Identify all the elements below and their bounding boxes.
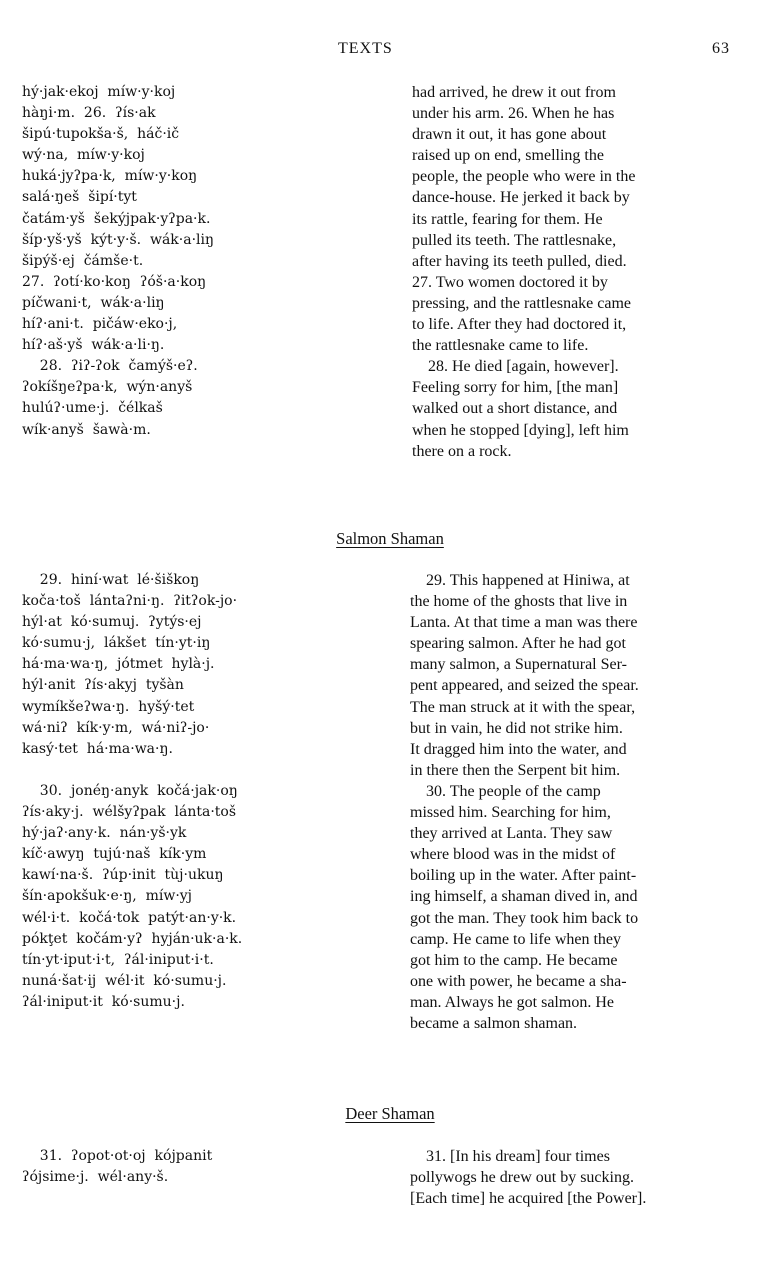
text-line: híʔ·ani·t. pičáw·eko·j, — [22, 316, 178, 333]
text-line: where blood was in the midst of — [410, 846, 616, 864]
text-line: missed him. Searching for him, — [410, 804, 611, 822]
text-line: its rattle, fearing for them. He — [412, 210, 603, 228]
text-line: many salmon, a Supernatural Ser- — [410, 656, 627, 674]
text-line: salá·ŋeš šipí·tyt — [22, 189, 137, 206]
text-line: wý·na, míw·y·koj — [22, 147, 145, 164]
english-translation-column — [410, 1146, 755, 1209]
text-line: 27. ʔotí·ko·koŋ ʔóš·a·koŋ — [22, 273, 207, 290]
text-line: 31. [In his dream] four times — [410, 1148, 610, 1165]
text-line: šín·apokšuk·e·ŋ, míw·yj — [22, 888, 193, 905]
text-line: ʔójsime·j. wél·any·š. — [22, 1169, 169, 1186]
text-line: híʔ·aš·yš wák·a·li·ŋ. — [22, 337, 165, 354]
text-line: ʔokíšŋeʔpa·k, wýn·anyš — [22, 379, 193, 396]
text-line: ʔál·iniput·it kó·sumu·j. — [22, 993, 185, 1010]
text-line: It dragged him into the water, and — [410, 740, 627, 758]
text-line: huká·jyʔpa·k, míw·y·koŋ — [22, 168, 198, 185]
text-line: when he stopped [dying], left him — [412, 421, 629, 439]
text-line: 30. jonéŋ·anyk kočá·jak·oŋ — [22, 782, 238, 799]
text-line — [22, 760, 367, 781]
text-line: wá·niʔ kík·y·m, wá·niʔ-jo· — [22, 719, 210, 736]
text-line: camp. He came to life when they — [410, 930, 622, 948]
text-line: 28. ʔiʔ-ʔok čamýš·eʔ. — [22, 358, 198, 375]
text-line: people, the people who were in the — [412, 168, 636, 186]
text-line: became a salmon shaman. — [410, 1014, 578, 1032]
native-text-column — [22, 1146, 367, 1188]
text-line: tín·yt·iput·i·t, ʔál·iniput·i·t. — [22, 951, 214, 968]
text-line: wík·anyš šawà·m. — [22, 421, 151, 438]
text-line: hulúʔ·ume·j. čélkaš — [22, 400, 163, 417]
text-line: hýl·at kó·sumuj. ʔytýs·ej — [22, 614, 202, 631]
text-line: man. Always he got salmon. He — [410, 993, 614, 1011]
text-line: there on a rock. — [412, 442, 512, 460]
section-heading-salmon-shaman — [0, 529, 780, 549]
page-number: 63 — [712, 40, 730, 57]
text-line: šipú·tupokša·š, háč·ič — [22, 126, 180, 143]
text-line: Lanta. At that time a man was there — [410, 614, 638, 632]
text-line: hàŋi·m. 26. ʔís·ak — [22, 105, 156, 122]
text-line: ing himself, a shaman dived in, and — [410, 888, 638, 906]
text-line: wél·i·t. kočá·tok patýt·an·y·k. — [22, 909, 237, 926]
section-heading-deer-shaman — [0, 1104, 780, 1124]
text-line: hýl·anit ʔís·akyj tyšàn — [22, 677, 184, 694]
english-translation-column — [412, 82, 757, 462]
text-line: 27. Two women doctored it by — [412, 273, 608, 291]
text-line: [Each time] he acquired [the Power]. — [410, 1190, 647, 1208]
running-title: TEXTS — [338, 40, 393, 57]
text-line: Feeling sorry for him, [the man] — [412, 379, 619, 397]
text-line: koča·toš lántaʔni·ŋ. ʔitʔok-jo· — [22, 593, 238, 610]
text-line: but in vain, he did not strike him. — [410, 719, 623, 737]
text-line: the home of the ghosts that live in — [410, 593, 628, 611]
text-line: kíč·awyŋ tujú·naš kík·ym — [22, 846, 207, 863]
text-line: in there then the Serpent bit him. — [410, 761, 621, 779]
text-line: nuná·šat·ij wél·it kó·sumu·j. — [22, 972, 227, 989]
text-line: 29. hiní·wat lé·šiškoŋ — [22, 572, 200, 588]
text-line: spearing salmon. After he had got — [410, 635, 626, 653]
text-line: The man struck at it with the spear, — [410, 698, 636, 716]
text-line: píčwani·t, wák·a·liŋ — [22, 294, 165, 311]
text-line: 29. This happened at Hiniwa, at — [410, 572, 630, 589]
text-line: to life. After they had doctored it, — [412, 316, 627, 334]
text-line: kó·sumu·j, lákšet tín·yt·iŋ — [22, 635, 211, 652]
text-line: 30. The people of the camp — [410, 782, 601, 800]
section-heading-text: Salmon Shaman — [336, 529, 444, 548]
text-line: they arrived at Lanta. They saw — [410, 825, 613, 843]
text-line: drawn it out, it has gone about — [412, 126, 607, 144]
text-line: šipýš·ej čámše·t. — [22, 252, 144, 269]
text-line: walked out a short distance, and — [412, 400, 618, 418]
text-line: šíp·yš·yš kýt·y·š. wák·a·liŋ — [22, 231, 215, 248]
text-line: got the man. They took him back to — [410, 909, 639, 927]
text-line: boiling up in the water. After paint- — [410, 867, 637, 885]
text-line: há·ma·wa·ŋ, jótmet hylà·j. — [22, 656, 215, 673]
text-line: kasý·tet há·ma·wa·ŋ. — [22, 740, 173, 757]
text-line: wymíkšeʔwa·ŋ. hyšý·tet — [22, 698, 195, 715]
section-heading-text: Deer Shaman — [345, 1104, 435, 1123]
text-line: kawí·na·š. ʔúp·init tùj·ukuŋ — [22, 867, 224, 884]
text-line: one with power, he became a sha- — [410, 972, 627, 990]
text-line: got him to the camp. He became — [410, 951, 618, 969]
text-line: hý·jaʔ·any·k. nán·yš·yk — [22, 825, 187, 842]
text-line: 28. He died [again, however]. — [412, 358, 619, 376]
text-line: pókţet kočám·yʔ hyján·uk·a·k. — [22, 930, 243, 947]
text-line: pollywogs he drew out by sucking. — [410, 1169, 634, 1187]
text-line: had arrived, he drew it out from — [412, 84, 616, 101]
native-text-column — [22, 570, 367, 1013]
text-line: 31. ʔopot·ot·oj kójpanit — [22, 1148, 213, 1164]
english-translation-column — [410, 570, 755, 1034]
text-line: pent appeared, and seized the spear. — [410, 677, 639, 695]
text-line: hý·jak·ekoj míw·y·koj — [22, 84, 176, 100]
text-line: pressing, and the rattlesnake came — [412, 294, 632, 312]
text-line: after having its teeth pulled, died. — [412, 252, 627, 270]
text-line: dance-house. He jerked it back by — [412, 189, 630, 207]
native-text-column — [22, 82, 367, 441]
text-line: raised up on end, smelling the — [412, 147, 604, 165]
text-line: ʔís·aky·j. wélšyʔpak lánta·toš — [22, 804, 237, 821]
text-line: the rattlesnake came to life. — [412, 337, 589, 355]
text-line: under his arm. 26. When he has — [412, 105, 615, 123]
text-line: pulled its teeth. The rattlesnake, — [412, 231, 617, 249]
text-line: čatám·yš šekýjpak·yʔpa·k. — [22, 210, 211, 227]
